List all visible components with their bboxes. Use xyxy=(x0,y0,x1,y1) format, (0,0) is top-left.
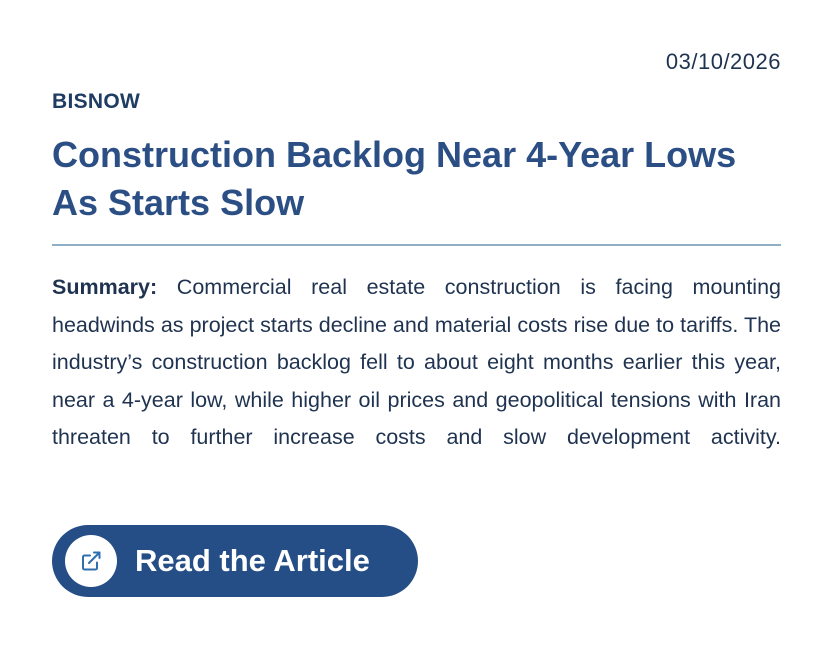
summary-label: Summary: xyxy=(52,275,158,299)
summary-text: Commercial real estate construction is facing mounting headwinds as project starts decline and material costs rise due to tariffs. The industry’s construction backlog fell to about eight months earlier this year, near a 4-year low, while higher oil prices and geopolitical tensions with Iran threaten to further increase costs and slow development activity. xyxy=(52,275,781,449)
read-article-button[interactable] xyxy=(52,525,418,597)
article-source: BISNOW xyxy=(52,90,141,113)
divider xyxy=(52,244,781,246)
article-date: 03/10/2026 xyxy=(665,49,781,74)
article-summary xyxy=(52,269,781,457)
read-article-label: Read the Article xyxy=(135,543,370,578)
article-title: Construction Backlog Near 4-Year Lows As Starts Slow xyxy=(52,134,737,223)
external-link-icon xyxy=(65,535,117,587)
